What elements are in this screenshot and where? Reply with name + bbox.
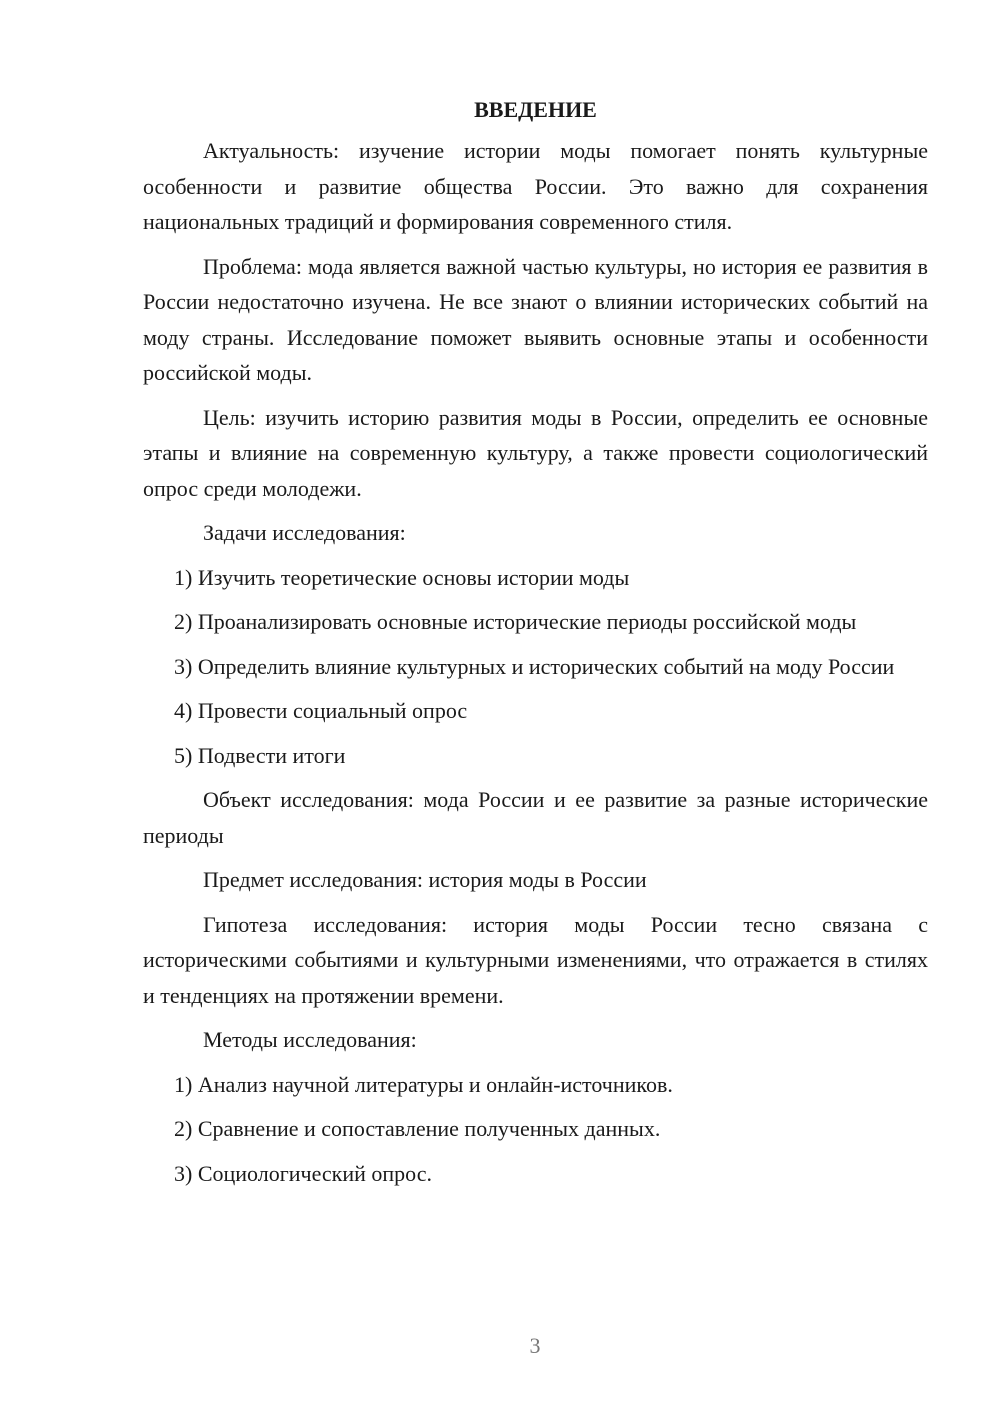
tasks-list — [143, 560, 928, 774]
object-paragraph: Объект исследования: мода России и ее развитие за разные исторические периоды — [143, 787, 928, 848]
list-item: 2) Проанализировать основные исторические периоды российской моды — [174, 609, 857, 634]
tasks-heading: Задачи исследования: — [203, 520, 406, 545]
hypothesis-paragraph: Гипотеза исследования: история моды России тесно связана с историческими событиями и культурными изменениями, что отражается в стилях и тенденциях на протяжении времени. — [143, 911, 928, 1008]
document-page — [143, 92, 928, 1200]
page-title: ВВЕДЕНИЕ — [474, 97, 597, 122]
relevance-paragraph: Актуальность: изучение истории моды помогает понять культурные особенности и развитие общества России. Это важно для сохранения национальных традиций и формирования современного стиля. — [143, 138, 928, 234]
list-item: 2) Сравнение и сопоставление полученных данных. — [174, 1116, 661, 1141]
list-item: 5) Подвести итоги — [174, 742, 346, 768]
list-item: 1) Анализ научной литературы и онлайн-источников. — [174, 1071, 673, 1097]
page-number: 3 — [529, 1333, 541, 1358]
methods-heading: Методы исследования: — [203, 1027, 417, 1052]
goal-paragraph: Цель: изучить историю развития моды в России, определить ее основные этапы и влияние на современную культуру, а также провести социологический опрос среди молодежи. — [143, 404, 928, 501]
problem-paragraph: Проблема: мода является важной частью культуры, но история ее развития в России недостаточно изучена. Не все знают о влиянии исторических событий на моду страны. Исследование поможет выявить основные этапы и особенности российской моды. — [143, 253, 928, 385]
list-item: 1) Изучить теоретические основы истории моды — [174, 564, 630, 590]
list-item: 3) Социологический опрос. — [174, 1160, 432, 1186]
list-item: 4) Провести социальный опрос — [174, 698, 468, 723]
methods-list — [143, 1067, 928, 1192]
subject-paragraph: Предмет исследования: история моды в России — [203, 867, 647, 892]
list-item: 3) Определить влияние культурных и исторических событий на моду России — [174, 653, 895, 679]
